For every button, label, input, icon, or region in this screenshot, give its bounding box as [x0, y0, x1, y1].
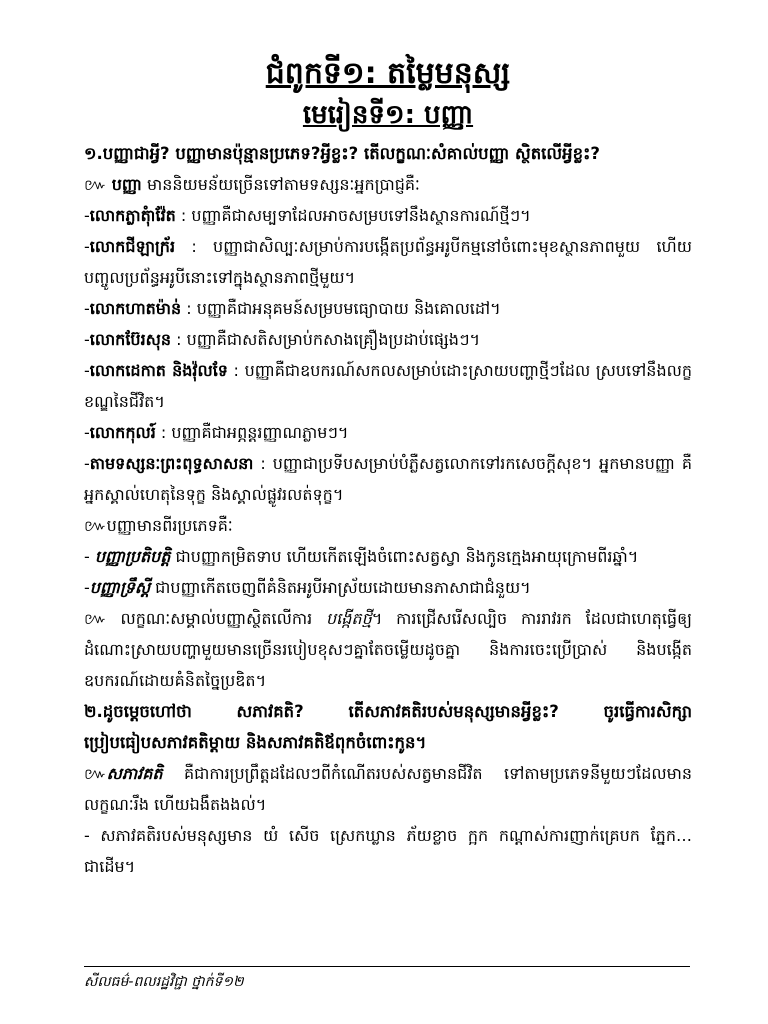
definition-item — [84, 417, 692, 448]
instinct-text: គឺជាការប្រព្រឹត្តដដែលៗពីកំណើតរបស់សត្វមានជីវិត ទៅតាមប្រភេទនីមួយៗដែលមានលក្ខណៈរឹង ហើយឯងឹតងងល់។ — [84, 764, 692, 814]
human-instincts-paragraph: - សភាវគតិរបស់មនុស្សមាន យំ សើច ស្រេកឃ្លាន ភ័យខ្លាច ក្អក កណ្តាស់ការញាក់គ្រេបក ភ្នែក…ជាដើម។ — [84, 826, 692, 876]
chapter-title: ជំពូកទី១: តម្លៃមនុស្ស — [265, 56, 511, 91]
dash: - — [84, 454, 90, 473]
dash: - — [84, 299, 90, 318]
definition-text: : បញ្ញាជាសិល្បៈសម្រាប់ការបង្កើតប្រព័ន្ធអរូបីកម្មនៅចំពោះមុខស្ថានភាពមួយ ហើយបញ្ចូលប្រព័ន្ធអរូបីនោះទៅក្នុងស្ថានភាពថ្មីមួយ។ — [84, 237, 692, 287]
bullet-mark: ៚ — [84, 764, 107, 783]
dash: - — [84, 547, 95, 566]
footer-divider — [84, 966, 690, 967]
dash: - — [84, 423, 90, 442]
definition-name: តាមទស្សនៈព្រះពុទ្ធសាសនា — [89, 454, 254, 473]
document-page — [84, 52, 692, 882]
definition-text: : បញ្ញាគឺជាអព្ភន្តរញ្ញាណភ្លាមៗ។ — [155, 423, 349, 442]
type-name: បញ្ញាប្រតិបត្តិ — [94, 547, 171, 566]
definition-item — [84, 355, 692, 417]
definition-name: លោកដេកាត និងវ៉ុលទែ — [89, 361, 228, 380]
definition-text: : បញ្ញាគឺជាសម្បទាដែលអាចសម្របទៅនឹងស្ថានការណ៍ថ្មីៗ។ — [175, 206, 531, 225]
definition-name: លោកភ្លាតុំាវ៉ែត — [89, 206, 176, 225]
dash: - — [84, 237, 90, 256]
definition-name: លោកកុលរ៍ — [89, 423, 156, 442]
definition-text: : បញ្ញាគឺជាអនុគមន៍សម្របមធ្យោបាយ និងគោលដៅ។ — [181, 299, 501, 318]
dash: - — [84, 578, 90, 597]
definition-text: : បញ្ញាជាប្រទីបសម្រាប់បំភ្លឺសត្វលោកទៅរកសេចក្តីសុខ។ អ្នកមានបញ្ញា គឺអ្នកស្គាល់ហេតុនៃទុក្ខ និងស្គាល់ផ្លូវរលត់ទុក្ខ។ — [84, 454, 692, 504]
intro-term: បញ្ញា — [111, 175, 142, 194]
traits-rest: ។ ការជ្រើសរើសល្បិច ការរាវរក ដែលជាហេតុធ្វើឲ្យដំណោះស្រាយបញ្ហាមួយមានច្រើនរបៀបខុសៗគ្នាតែចម្លើយដូចគ្នា និងការចេះប្រើប្រាស់ និងបង្កើតឧបករណ៍ដោយគំនិតច្នៃប្រឌិត។ — [84, 609, 692, 690]
definition-item — [84, 324, 692, 355]
traits-lead: ៚ លក្ខណៈសម្គាល់បញ្ញាស្ថិតលើការ — [84, 609, 327, 628]
dash: - — [84, 361, 90, 380]
definition-item — [84, 293, 692, 324]
question-2: ២.ដូចម្តេចហៅថា សភាវគតិ? តើសភាវគតិរបស់មនុស្សមានអ្វីខ្លះ? ចូរធ្វើការសិក្សាប្រៀបធៀបសភាវគតិម្តាយ និងសភាវគតិឪពុកចំពោះកូន។ — [84, 702, 692, 752]
instinct-paragraph — [84, 758, 692, 820]
definition-name: លោកជីឡាក្រ័រ — [89, 237, 176, 256]
definition-item — [84, 200, 692, 231]
definition-item — [84, 448, 692, 510]
definition-name: លោកហាតម៉ាន់ — [89, 299, 182, 318]
definition-text: : បញ្ញាគឺជាសតិសម្រាប់កសាងគ្រឿងប្រដាប់ផ្សេងៗ។ — [171, 330, 481, 349]
traits-paragraph — [84, 603, 692, 696]
type-text: ជាបញ្ញាកម្រិតទាប ហើយកើតឡើងចំពោះសត្វស្វា និងកូនក្មេងអាយុក្រោមពីរឆ្នាំ។ — [170, 547, 639, 566]
lesson-title: មេរៀនទី១: បញ្ញា — [302, 100, 474, 130]
intro-paragraph — [84, 169, 692, 200]
bullet-mark: ៚ — [84, 175, 107, 194]
footer-text: សីលធម៌-ពលរដ្ឋវិជ្ជា ថ្នាក់ទី១២ — [84, 974, 244, 990]
type-item — [84, 572, 692, 603]
question-1: ១.បញ្ញាជាអ្វី? បញ្ញាមានប៉ុន្មានប្រភេទ?អ្វីខ្លះ? តើលក្ខណៈសំគាល់បញ្ញា ស្ថិតលើអ្វីខ្លះ? — [84, 144, 600, 163]
types-intro: ៚បញ្ញាមានពីរប្រភេទគឺៈ — [84, 516, 233, 535]
dash: - — [84, 330, 90, 349]
dash: - — [84, 206, 90, 225]
traits-term: បង្កើតថ្មី — [326, 609, 372, 628]
definition-text: : បញ្ញាគឺជាឧបករណ៍សកលសម្រាប់ដោះស្រាយបញ្ហាថ្មីៗដែល ស្របទៅនឹងលក្ខខណ្ឌនៃជីវិត។ — [84, 361, 692, 411]
type-item — [84, 541, 692, 572]
definition-item — [84, 231, 692, 293]
type-name: បញ្ញាទ្រឹស្តី — [89, 578, 151, 597]
intro-text: មាននិយមន័យច្រើនទៅតាមទស្សនៈអ្នកប្រាជ្ញគឺៈ — [141, 175, 420, 194]
definition-name: លោកប៊ែរសុន — [89, 330, 172, 349]
type-text: ជាបញ្ញាកើតចេញពីគំនិតអរូបីអាស្រ័យដោយមានភាសាជាជំនួយ។ — [150, 578, 531, 597]
instinct-term: សភាវគតិ — [106, 764, 163, 783]
